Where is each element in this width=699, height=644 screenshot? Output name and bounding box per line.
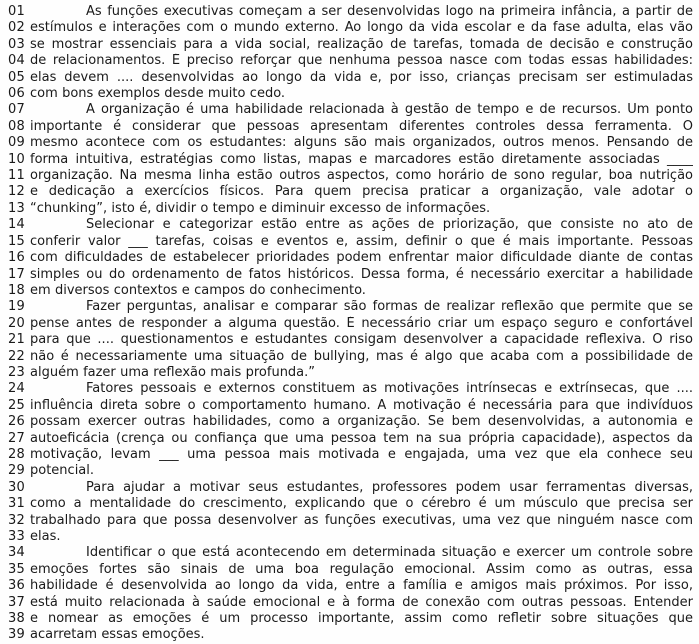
- line-text: Fazer perguntas, analisar e comparar são formas de realizar reflexão que permite que se: [86, 299, 693, 315]
- line-number: 38: [8, 611, 25, 627]
- line-number: 09: [8, 135, 25, 151]
- text-line-row: [8, 381, 693, 397]
- text-line-row: [8, 578, 693, 594]
- text-line-row: [8, 562, 693, 578]
- line-text: não é necessariamente uma situação de bullying, mas é algo que acaba com a possibilidade de: [30, 348, 693, 364]
- line-text: A organização é uma habilidade relacionada à gestão de tempo e de recursos. Um ponto: [86, 102, 693, 118]
- text-line-row: [8, 283, 693, 299]
- line-number: 13: [8, 200, 25, 216]
- line-number: 10: [8, 151, 25, 167]
- line-number: 39: [8, 627, 25, 643]
- text-line-row: [8, 70, 693, 86]
- text-line-row: [8, 4, 693, 20]
- line-number: 14: [8, 217, 25, 233]
- line-number: 05: [8, 69, 25, 85]
- line-number: 17: [8, 266, 25, 282]
- line-text: habilidade é desenvolvida ao longo da vida, entre a família e amigos mais próximos. Por isso,: [30, 578, 693, 594]
- text-line-row: [8, 250, 693, 266]
- line-number: 12: [8, 184, 25, 200]
- line-number: 35: [8, 561, 25, 577]
- line-number: 16: [8, 250, 25, 266]
- text-line-row: [8, 447, 693, 463]
- line-number: 25: [8, 397, 25, 413]
- text-line-row: [8, 135, 693, 151]
- line-text: As funções executivas começam a ser desenvolvidas logo na primeira infância, a partir de: [86, 4, 693, 19]
- line-text: Fatores pessoais e externos constituem as motivações intrínsecas e extrínsecas, que ....: [86, 381, 693, 397]
- line-number: 27: [8, 430, 25, 446]
- line-number: 08: [8, 118, 25, 134]
- text-line-row: [8, 513, 693, 529]
- line-text: mesmo acontece com os estudantes: alguns são mais organizados, outros menos. Pensando de: [30, 135, 693, 151]
- line-text: potencial.: [30, 463, 95, 479]
- line-number: 31: [8, 496, 25, 512]
- line-text: e nomear as emoções é um processo importante, assim como refletir sobre situações que: [30, 611, 693, 627]
- line-number: 19: [8, 299, 25, 315]
- text-line-row: [8, 299, 693, 315]
- text-line-row: [8, 234, 693, 250]
- text-line-row: [8, 20, 693, 36]
- line-text: forma intuitiva, estratégias como listas, mapas e marcadores estão diretamente associadas ____: [30, 151, 693, 167]
- line-number: 03: [8, 36, 25, 52]
- text-line-row: [8, 595, 693, 611]
- text-line-row: [8, 86, 693, 102]
- text-line-row: [8, 217, 693, 233]
- line-text: organização. Na mesma linha estão outros aspectos, como horário de sono regular, boa nutrição: [30, 168, 693, 184]
- line-text: se mostrar essenciais para a vida social, realização de tarefas, tomada de decisão e construção: [30, 36, 693, 52]
- text-line-row: [8, 349, 693, 365]
- text-line-row: [8, 102, 693, 118]
- line-text: possam exercer outras habilidades, como a organização. Se bem desenvolvidas, a autonomia e: [30, 414, 693, 430]
- text-line-row: [8, 611, 693, 627]
- text-line-row: [8, 152, 693, 168]
- line-number: 02: [8, 20, 25, 36]
- text-line-row: [8, 431, 693, 447]
- line-text: influência direta sobre o comportamento humano. A motivação é necessária para que indivíduos: [30, 397, 693, 413]
- line-number: 33: [8, 529, 25, 544]
- line-number: 20: [8, 315, 25, 331]
- text-line-row: [8, 414, 693, 430]
- text-line-row: [8, 627, 693, 643]
- text-line-row: [8, 53, 693, 69]
- line-text: em diversos contextos e campos do conhecimento.: [30, 282, 366, 298]
- line-text: emoções fortes são sinais de uma boa regulação emocional. Assim como as outras, essa: [30, 561, 693, 577]
- text-line-row: [8, 332, 693, 348]
- line-number: 11: [8, 168, 25, 184]
- text-line-row: [8, 545, 693, 561]
- line-number: 34: [8, 545, 25, 561]
- line-number: 06: [8, 86, 25, 102]
- line-text: Para ajudar a motivar seus estudantes, professores podem usar ferramentas diversas,: [86, 479, 693, 495]
- text-line-row: [8, 37, 693, 53]
- line-text: conferir valor ___ tarefas, coisas e eventos e, assim, definir o que é mais importante. Pessoas: [30, 233, 693, 249]
- line-text: de relacionamentos. É preciso reforçar que nenhuma pessoa nasce com todas essas habilidades:: [30, 53, 693, 69]
- line-number: 15: [8, 233, 25, 249]
- line-text: elas.: [30, 529, 61, 544]
- line-number: 32: [8, 512, 25, 528]
- line-text: autoeficácia (crença ou confiança que uma pessoa tem na sua própria capacidade), aspectos da: [30, 430, 693, 446]
- line-number: 36: [8, 578, 25, 594]
- line-text: simples ou do ordenamento de fatos históricos. Dessa forma, é necessário exercitar a habilidade: [30, 266, 693, 282]
- line-text: acarretam essas emoções.: [30, 627, 205, 643]
- line-text: pense antes de responder a alguma questão. É necessário criar um espaço seguro e confortável: [30, 315, 693, 331]
- line-number: 24: [8, 381, 25, 397]
- line-number: 01: [8, 4, 25, 19]
- text-line-row: [8, 119, 693, 135]
- text-line-row: [8, 316, 693, 332]
- line-number: 04: [8, 53, 25, 69]
- text-line-row: [8, 496, 693, 512]
- text-line-row: [8, 480, 693, 496]
- text-line-row: [8, 398, 693, 414]
- line-number: 07: [8, 102, 25, 118]
- line-text: com bons exemplos desde muito cedo.: [30, 86, 286, 102]
- text-line-row: [8, 267, 693, 283]
- line-text: importante é considerar que pessoas apresentam diferentes controles dessa ferramenta. O: [30, 118, 693, 134]
- line-number: 29: [8, 463, 25, 479]
- line-text: alguém fazer uma reflexão mais profunda.”: [30, 364, 316, 380]
- line-text: motivação, levam ___ uma pessoa mais motivada e engajada, uma vez que ela conhece seu: [30, 446, 693, 462]
- text-line-row: [8, 168, 693, 184]
- line-number: 21: [8, 332, 25, 348]
- line-text: para que .... questionamentos e estudantes consigam desenvolver a capacidade reflexiva. O riso: [30, 332, 693, 348]
- text-line-row: [8, 365, 693, 381]
- text-line-row: [8, 463, 693, 479]
- line-text: e dedicação a exercícios físicos. Para quem precisa praticar a organização, vale adotar o: [30, 184, 693, 200]
- line-number: 30: [8, 479, 25, 495]
- line-text: estímulos e interações com o mundo externo. Ao longo da vida escolar e da fase adulta, elas vão: [30, 20, 693, 36]
- text-line-row: [8, 201, 693, 217]
- line-number: 18: [8, 282, 25, 298]
- line-text: elas devem .... desenvolvidas ao longo da vida e, por isso, crianças precisam ser estimuladas: [30, 69, 693, 85]
- text-line-row: [8, 529, 693, 545]
- line-text: com dificuldades de estabelecer prioridades podem enfrentar maior dificuldade diante de contas: [30, 250, 693, 266]
- line-text: como a mentalidade do crescimento, explicando que o cérebro é um músculo que precisa ser: [30, 496, 693, 512]
- text-line-row: [8, 184, 693, 200]
- line-number: 23: [8, 364, 25, 380]
- line-number: 26: [8, 414, 25, 430]
- line-number: 37: [8, 594, 25, 610]
- line-text: está muito relacionada à saúde emocional e à forma de conexão com outras pessoas. Entender: [30, 594, 693, 610]
- line-text: trabalhado para que possa desenvolver as funções executivas, uma vez que ninguém nasce com: [30, 512, 693, 528]
- line-text: “chunking”, isto é, dividir o tempo e diminuir excesso de informações.: [30, 200, 491, 216]
- line-number: 28: [8, 446, 25, 462]
- line-number: 22: [8, 348, 25, 364]
- line-text: Identificar o que está acontecendo em determinada situação e exercer um controle sobre: [86, 545, 693, 561]
- line-text: Selecionar e categorizar estão entre as ações de priorização, que consiste no ato de: [86, 217, 693, 233]
